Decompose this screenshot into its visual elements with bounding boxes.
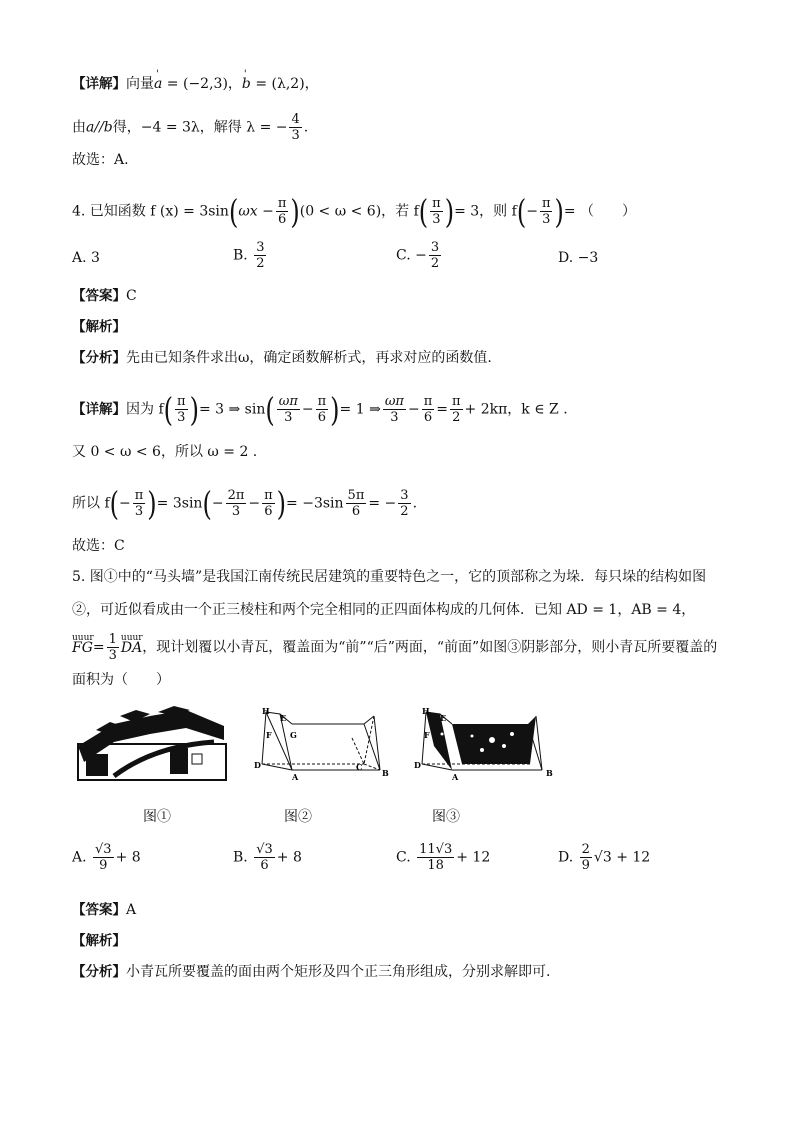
q3-select: 故选：A. (72, 152, 129, 168)
da: DA (120, 639, 143, 656)
tail: √3 + 12 (593, 849, 651, 866)
q4-stem (72, 192, 637, 231)
numerator: 4 (291, 112, 300, 127)
fraction (580, 842, 592, 873)
label-a: A (452, 772, 459, 782)
q5-analysis-tag (72, 931, 126, 951)
denominator: 3 (134, 504, 144, 519)
label-e: E (440, 713, 447, 723)
figure-2-geometry-diagram (252, 706, 392, 784)
label-b: B (382, 768, 389, 778)
vector-marks: uuur (72, 632, 94, 643)
tail: + 12 (456, 849, 491, 866)
pi-over-6 (262, 488, 275, 519)
equals: = (92, 639, 105, 656)
equals: = 3，则 f (454, 203, 517, 220)
q5-stem-3 (72, 632, 717, 663)
numerator: √3 (256, 842, 273, 857)
numerator: 3 (400, 488, 409, 503)
paren: ( (418, 192, 429, 231)
denominator: 9 (581, 858, 590, 873)
pi-over-3 (175, 394, 188, 425)
label-f: F (266, 730, 272, 740)
period: . (412, 495, 418, 512)
figure-1-horse-head-wall (74, 706, 230, 784)
stem-arg: ωx − (238, 203, 274, 220)
q5-option-b (233, 842, 302, 873)
so-start: 所以 f (72, 495, 110, 512)
tail: + 8 (276, 849, 302, 866)
answer-value: A (126, 902, 137, 918)
answer-value: C (126, 288, 137, 304)
label: B. (233, 849, 248, 866)
denominator: 3 (390, 410, 399, 425)
stem-3-tail: ，现计划覆以小青瓦，覆盖面为“前”“后”两面，“前面”如图③阴影部分，则小青瓦所要覆盖的 (142, 639, 718, 656)
paren: ( (202, 484, 212, 523)
answer-tag: 【答案】 (72, 288, 126, 304)
q4-so: 所以 f(− $\frac{\pi}{3}$ )= 3sin(− $\frac{2\pi}{3}$ − $\frac{\pi}{6}$ )= −3sin $\frac{5\pi}{6}$ = − $\frac{3}{2}$ . (72, 484, 418, 523)
vector-fg (72, 632, 94, 656)
denominator: 6 (351, 504, 361, 519)
fraction (254, 842, 275, 873)
figure-2-caption: 图② (284, 809, 312, 825)
denominator: 2 (256, 256, 265, 271)
numerator: ωπ (384, 394, 404, 409)
one-third (107, 632, 119, 663)
numerator: π (423, 394, 433, 409)
paren: ) (444, 192, 455, 231)
q4-analysis-tag (72, 317, 126, 337)
pi-over-3 (540, 196, 553, 227)
q4-option-c (396, 240, 443, 271)
numerator: π (134, 488, 144, 503)
label-d: D (254, 760, 261, 770)
vector-b: ' b (242, 74, 251, 94)
denominator: 3 (291, 128, 300, 143)
label-h: H (422, 706, 430, 716)
label-g: G (290, 730, 297, 740)
numerator: 3 (430, 240, 440, 255)
label-h: H (262, 706, 270, 716)
parallel-expr: a//b (86, 119, 113, 136)
paren: ) (276, 484, 287, 523)
numerator: 5π (347, 488, 365, 503)
denominator: 9 (99, 858, 108, 873)
pi-over-6 (316, 394, 329, 425)
detail-tag: 【详解】 (72, 76, 126, 92)
detail-tag: 【详解】 (72, 401, 126, 418)
q5-stem-4: 面积为（ ） (72, 672, 170, 688)
label-d: D (414, 760, 421, 770)
minus: − (526, 203, 538, 220)
numerator: 2π (227, 488, 245, 503)
numerator: √3 (95, 842, 112, 857)
fraction (429, 240, 441, 271)
denominator: 6 (317, 410, 327, 425)
numerator: 1 (108, 632, 117, 647)
implies: = 1 ⇒ (339, 401, 381, 418)
vector-b-value: = (λ,2)， (250, 76, 319, 92)
paren: ( (109, 484, 120, 523)
label-a: A (292, 772, 299, 782)
implies-sin: = 3 ⇒ sin (198, 401, 266, 418)
detail-start: 因为 f (126, 401, 164, 418)
numerator: π (432, 196, 441, 211)
blank: = （ ） (563, 203, 637, 220)
numerator: 3 (256, 240, 265, 255)
q4-select: 故选：C (72, 538, 125, 554)
pi-over-3 (133, 488, 146, 519)
tail: + 8 (115, 849, 141, 866)
vector-a-value: = (−2,3)， (162, 76, 242, 92)
paren: ( (265, 390, 275, 429)
denominator: 3 (231, 504, 241, 519)
analysis-tag: 【解析】 (72, 933, 126, 949)
q4-option-d: D. −3 (558, 250, 599, 266)
vector-a: ' a (154, 74, 162, 94)
five-pi-over-6 (346, 488, 367, 519)
denominator: 3 (177, 410, 186, 425)
eq-3sin: = 3sin (156, 495, 203, 512)
label: D. (558, 849, 574, 866)
label-e: E (280, 713, 287, 723)
pi-over-3 (430, 196, 443, 227)
minus: − (119, 495, 131, 512)
paren: ) (554, 192, 564, 231)
label-c: C (356, 762, 363, 772)
paren: ( (516, 192, 527, 231)
denominator: 2 (452, 410, 461, 425)
pi-over-6 (276, 196, 289, 227)
numerator: π (451, 394, 461, 409)
three-over-2 (398, 488, 410, 519)
figure-3-shaded-diagram (412, 706, 558, 784)
answer-tag: 【答案】 (72, 902, 126, 918)
denominator: 2 (430, 256, 440, 271)
solve-text: 得，−4 = 3λ，解得 λ = − (112, 119, 288, 136)
denominator: 6 (277, 212, 287, 227)
denominator: 2 (400, 504, 409, 519)
stem-start: 4. 已知函数 f (x) = 3sin (72, 203, 229, 220)
q4-answer (72, 286, 137, 306)
label-f: F (424, 730, 430, 740)
q5-option-a (72, 842, 141, 873)
paren: ) (330, 390, 340, 429)
eq-neg-3sin: = −3sin (286, 495, 344, 512)
analysis-text: 先由已知条件求出ω，确定函数解析式，再求对应的函数值. (126, 350, 492, 366)
text: 由 (72, 119, 86, 136)
q3-detail-line (72, 74, 319, 94)
analysis-sub-tag: 【分析】 (72, 350, 126, 366)
numerator: ωπ (278, 394, 298, 409)
minus: − (211, 495, 224, 512)
numerator: 2 (581, 842, 590, 857)
label-b: B (546, 768, 553, 778)
lambda-fraction (289, 112, 301, 143)
analysis-text: 小青瓦所要覆盖的面由两个矩形及四个正三角形组成，分别求解即可. (126, 964, 551, 980)
vector-da (120, 632, 143, 656)
two-pi-over-3 (226, 488, 247, 519)
figure-1-caption: 图① (143, 809, 171, 825)
q5-stem-2: ②，可近似看成由一个正三棱柱和两个完全相同的正四面体构成的几何体．已知 AD = 1，AB = 4， (72, 602, 696, 618)
pi-over-2 (450, 394, 463, 425)
q5-answer (72, 900, 136, 920)
q4-detail: 【详解】因为 f( $\frac{\pi}{3}$ )= 3 ⇒ sin( $\frac{\omega\pi}{3}$ − $\frac{\pi}{6}$ )= 1 ⇒ $\frac{\omega\pi}{3}$ − $\frac{\pi}{6}$ = $\frac{\pi}{2}$ + 2kπ，k ∈ Z . (72, 390, 568, 429)
q3-solve-line (72, 112, 308, 143)
detail-text: 向量 (126, 76, 154, 92)
omega-pi-over-3 (383, 394, 406, 425)
fraction (417, 842, 454, 873)
omega-pi-over-3 (277, 394, 300, 425)
paren: ( (228, 192, 239, 231)
condition: (0 < ω < 6)，若 f (299, 203, 419, 220)
fg: FG (72, 639, 93, 656)
numerator: π (264, 488, 273, 503)
denominator: 18 (427, 858, 444, 873)
fraction (93, 842, 114, 873)
analysis-tag: 【解析】 (72, 319, 126, 335)
period: . (303, 119, 309, 136)
q4-option-a: A. 3 (72, 250, 100, 266)
figure-3-caption: 图③ (432, 809, 460, 825)
denominator: 6 (260, 858, 269, 873)
pi-over-6 (422, 394, 435, 425)
label: C. (396, 849, 411, 866)
q4-also: 又 0 < ω < 6，所以 ω = 2 . (72, 444, 258, 460)
denominator: 3 (108, 648, 117, 663)
label: B. (233, 247, 248, 264)
q4-option-b (233, 240, 268, 271)
label: A. (72, 849, 87, 866)
paren: ) (189, 390, 199, 429)
numerator: π (177, 394, 186, 409)
q5-stem-1: 5. 图①中的“马头墙”是我国江南传统民居建筑的重要特色之一，它的顶部称之为垛．每只垛的结构如图 (72, 569, 707, 585)
q4-analysis (72, 348, 492, 368)
denominator: 3 (542, 212, 551, 227)
analysis-sub-tag: 【分析】 (72, 964, 126, 980)
q5-option-c (396, 842, 490, 873)
denominator: 6 (264, 504, 273, 519)
detail-end: + 2kπ，k ∈ Z . (464, 401, 568, 418)
denominator: 3 (284, 410, 293, 425)
numerator: 11√3 (419, 842, 453, 857)
numerator: π (541, 196, 551, 211)
fraction (254, 240, 266, 271)
paren: ) (290, 192, 300, 231)
label: C. − (396, 247, 427, 264)
denominator: 3 (432, 212, 441, 227)
paren: ) (147, 484, 157, 523)
denominator: 6 (423, 410, 433, 425)
vector-marks: uuur (120, 632, 143, 643)
numerator: π (277, 196, 287, 211)
numerator: π (317, 394, 327, 409)
q5-option-d (558, 842, 650, 873)
paren: ( (163, 390, 174, 429)
q5-analysis (72, 962, 550, 982)
eq-neg: = − (368, 495, 397, 512)
